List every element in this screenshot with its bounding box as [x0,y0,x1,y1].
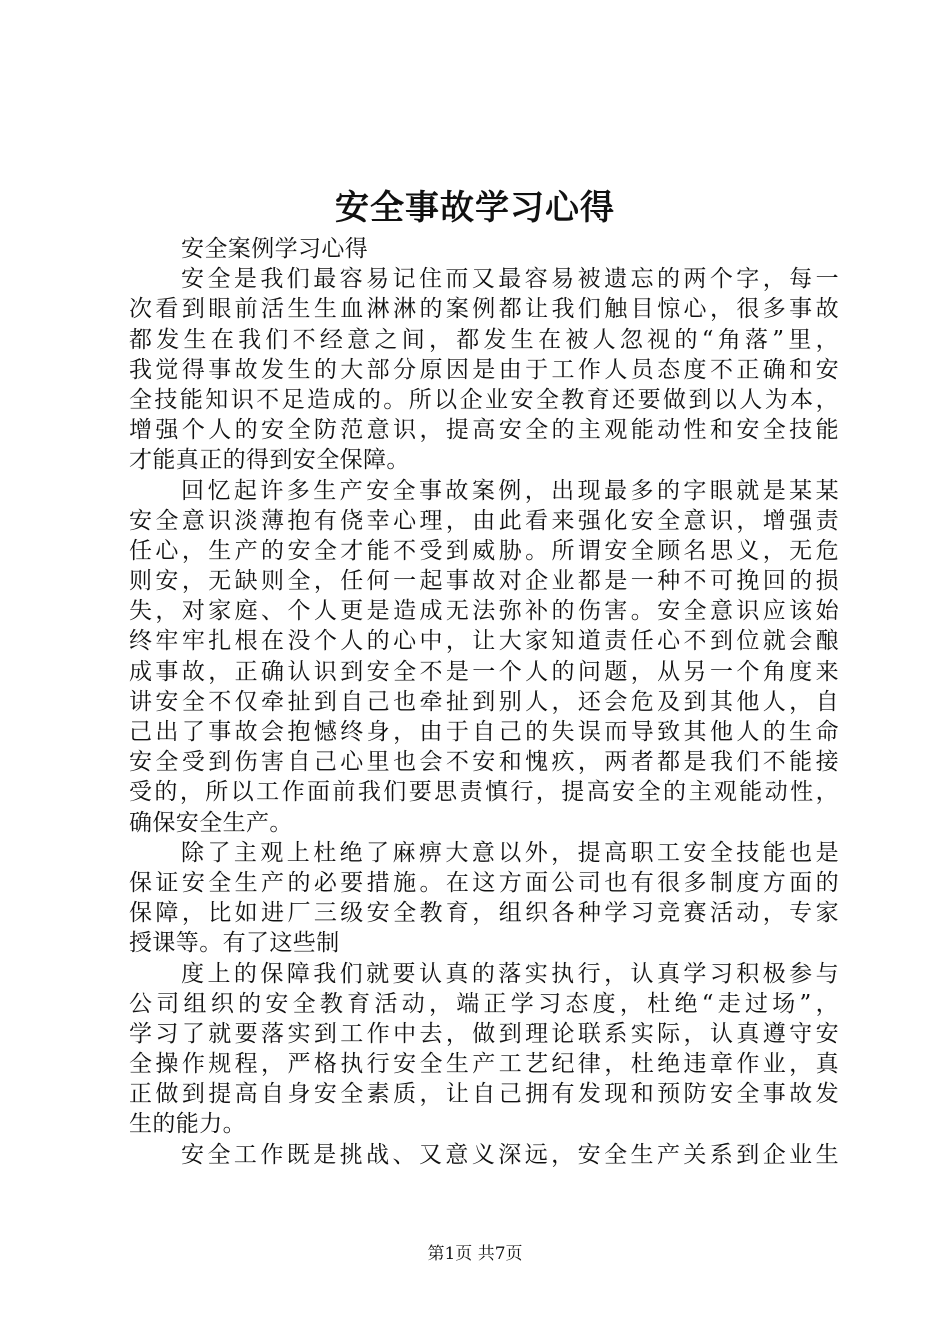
body-line: 失，对家庭、个人更是造成无法弥补的伤害。安全意识应该始 [129,598,839,625]
body-line: 己出了事故会抱憾终身，由于自己的失误而导致其他人的生命 [129,719,839,745]
body-line: 学习了就要落实到工作中去，做到理论联系实际，认真遵守安 [129,1020,839,1047]
body-line: 安全受到伤害自己心里也会不安和愧疚，两者都是我们不能接 [129,749,839,776]
document-title: 安全事故学习心得 [335,188,615,228]
body-line: 我觉得事故发生的大部分原因是由于工作人员态度不正确和安 [129,356,839,383]
body-line: 回忆起许多生产安全事故案例，出现最多的字眼就是某某 [181,477,839,504]
body-line: 授课等。有了这些制 [129,930,340,957]
body-line: 终牢牢扎根在没个人的心中，让大家知道责任心不到位就会酿 [129,628,839,655]
body-line: 安全工作既是挑战、又意义深远，安全生产关系到企业生 [181,1141,839,1168]
body-line: 任心，生产的安全才能不受到威胁。所谓安全顾名思义，无危 [129,537,839,564]
body-line: 保证安全生产的必要措施。在这方面公司也有很多制度方面的 [129,869,839,896]
body-line: 安全案例学习心得 [181,236,369,262]
document-body [129,234,839,1170]
body-line: 公司组织的安全教育活动，端正学习态度，杜绝“走过场”， [129,990,839,1017]
body-line: 增强个人的安全防范意识，提高安全的主观能动性和安全技能 [129,417,839,444]
body-line: 讲安全不仅牵扯到自己也牵扯到别人，还会危及到其他人，自 [129,688,839,715]
body-line: 则安，无缺则全，任何一起事故对企业都是一种不可挽回的损 [129,568,839,595]
body-line: 次看到眼前活生生血淋淋的案例都让我们触目惊心，很多事故 [129,296,839,323]
body-line: 正做到提高自身安全素质，让自己拥有发现和预防安全事故发 [129,1081,839,1108]
page-footer: 第1页 共7页 [427,1244,523,1264]
body-line: 受的，所以工作面前我们要思责慎行，提高安全的主观能动性， [129,779,839,806]
body-line: 全技能知识不足造成的。所以企业安全教育还要做到以人为本， [129,386,839,413]
body-line: 保障，比如进厂三级安全教育，组织各种学习竞赛活动，专家 [129,900,839,927]
body-line: 安全意识淡薄抱有侥幸心理，由此看来强化安全意识，增强责 [129,507,839,534]
body-line: 才能真正的得到安全保障。 [129,447,410,474]
body-line: 度上的保障我们就要认真的落实执行，认真学习积极参与 [181,960,839,987]
body-line: 安全是我们最容易记住而又最容易被遗忘的两个字，每一 [181,266,839,293]
body-line: 全操作规程，严格执行安全生产工艺纪律，杜绝违章作业，真 [129,1051,839,1078]
body-line: 除了主观上杜绝了麻痹大意以外，提高职工安全技能也是 [181,839,839,866]
body-line: 成事故，正确认识到安全不是一个人的问题，从另一个角度来 [129,658,839,685]
body-line: 都发生在我们不经意之间，都发生在被人忽视的“角落”里， [129,326,839,353]
body-line: 生的能力。 [129,1111,246,1138]
body-line: 确保安全生产。 [129,809,293,836]
